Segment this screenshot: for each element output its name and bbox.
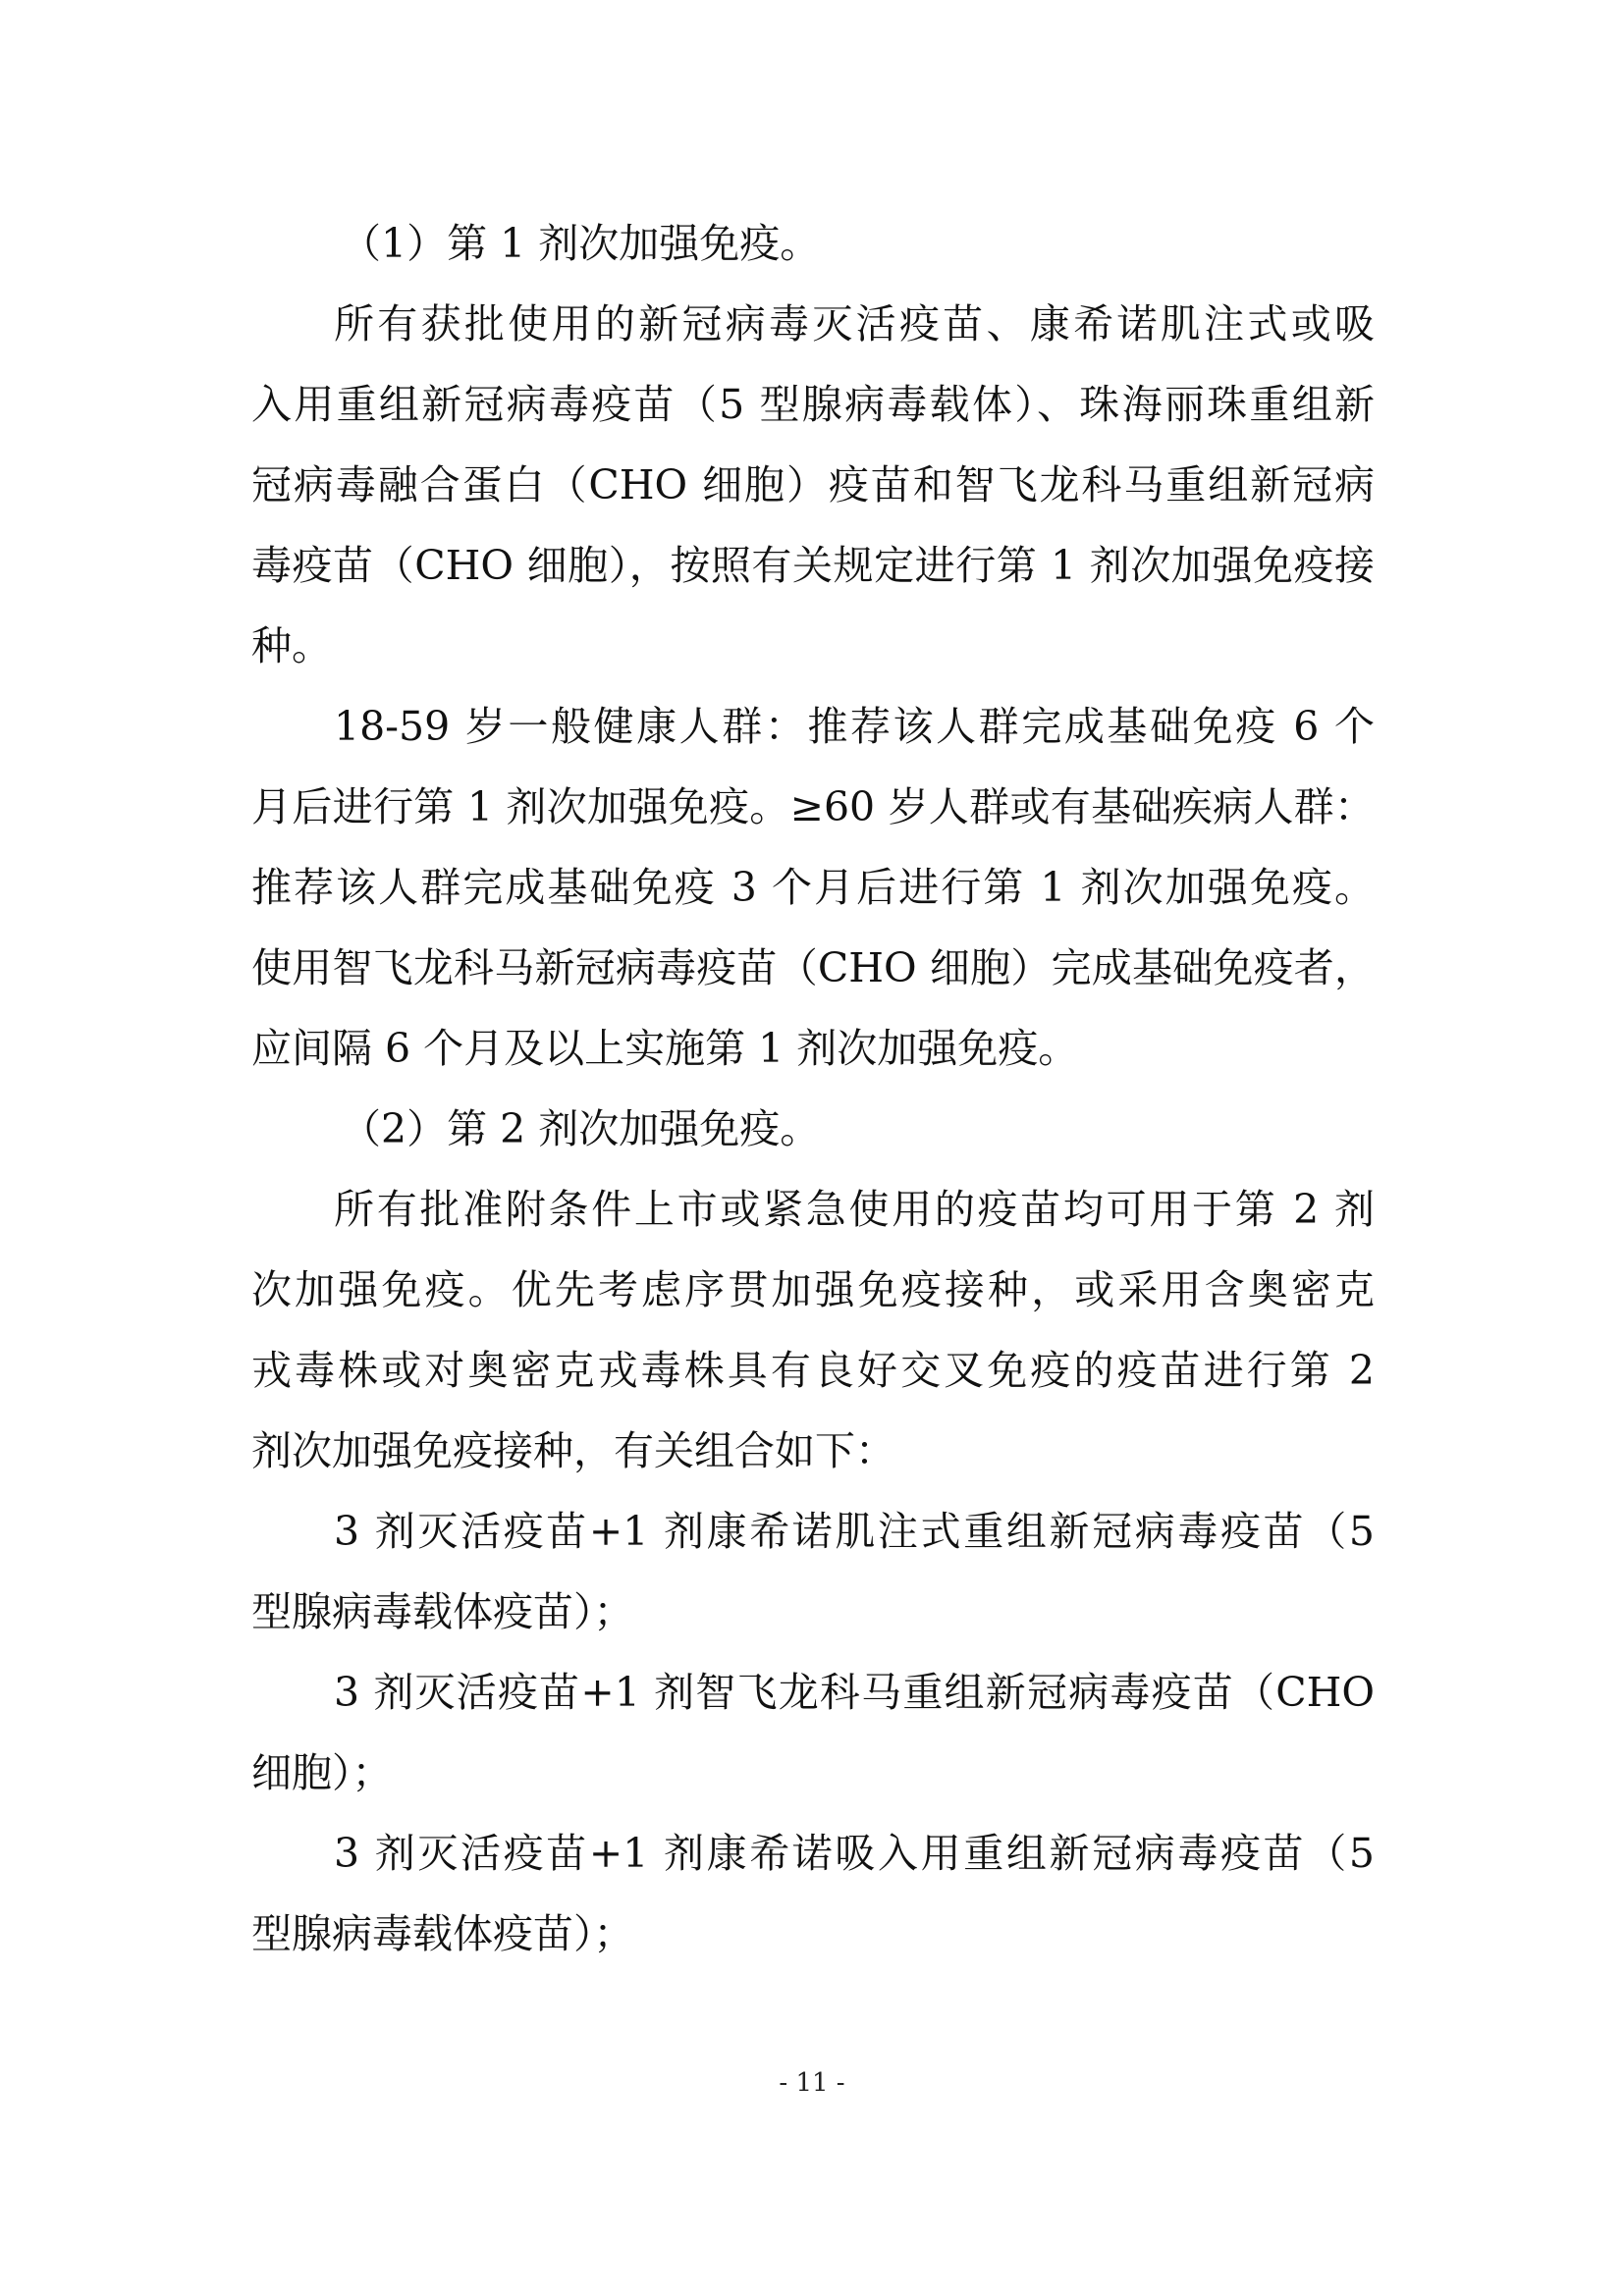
paragraph-line: 所有批准附条件上市或紧急使用的疫苗均可用于第 2 剂 <box>334 1186 1375 1233</box>
section-heading-second-booster: （2）第 2 剂次加强免疫。 <box>341 1105 821 1152</box>
paragraph-line: 戎毒株或对奥密克戎毒株具有良好交叉免疫的疫苗进行第 2 <box>251 1347 1375 1394</box>
paragraph-line: 入用重组新冠病毒疫苗（5 型腺病毒载体）、珠海丽珠重组新 <box>251 381 1375 428</box>
paragraph-line: 应间隔 6 个月及以上实施第 1 剂次加强免疫。 <box>251 1025 1079 1072</box>
paragraph-line: 冠病毒融合蛋白（CHO 细胞）疫苗和智飞龙科马重组新冠病 <box>251 461 1375 508</box>
combination-item: 3 剂灭活疫苗+1 剂康希诺肌注式重组新冠病毒疫苗（5 <box>334 1508 1375 1555</box>
paragraph-line: 毒疫苗（CHO 细胞），按照有关规定进行第 1 剂次加强免疫接 <box>251 542 1375 589</box>
section-heading-first-booster: （1）第 1 剂次加强免疫。 <box>341 220 821 267</box>
combination-item: 3 剂灭活疫苗+1 剂康希诺吸入用重组新冠病毒疫苗（5 <box>334 1830 1375 1877</box>
combination-item: 细胞）； <box>251 1749 393 1796</box>
paragraph-line: 使用智飞龙科马新冠病毒疫苗（CHO 细胞）完成基础免疫者， <box>251 944 1375 991</box>
paragraph-line: 次加强免疫。优先考虑序贯加强免疫接种，或采用含奥密克 <box>251 1266 1375 1313</box>
paragraph-line: 月后进行第 1 剂次加强免疫。≥60 岁人群或有基础疾病人群： <box>251 783 1375 830</box>
paragraph-line: 推荐该人群完成基础免疫 3 个月后进行第 1 剂次加强免疫。 <box>251 864 1375 911</box>
paragraph-line: 种。 <box>251 622 332 669</box>
paragraph-line: 18-59 岁一般健康人群：推荐该人群完成基础免疫 6 个 <box>334 703 1375 750</box>
paragraph-line: 所有获批使用的新冠病毒灭活疫苗、康希诺肌注式或吸 <box>334 300 1375 347</box>
paragraph-line: 剂次加强免疫接种，有关组合如下： <box>251 1427 895 1474</box>
combination-item: 3 剂灭活疫苗+1 剂智飞龙科马重组新冠病毒疫苗（CHO <box>334 1669 1375 1716</box>
combination-item: 型腺病毒载体疫苗）； <box>251 1910 634 1957</box>
combination-item: 型腺病毒载体疫苗）； <box>251 1588 634 1635</box>
page-number: - 11 - <box>779 2068 845 2098</box>
